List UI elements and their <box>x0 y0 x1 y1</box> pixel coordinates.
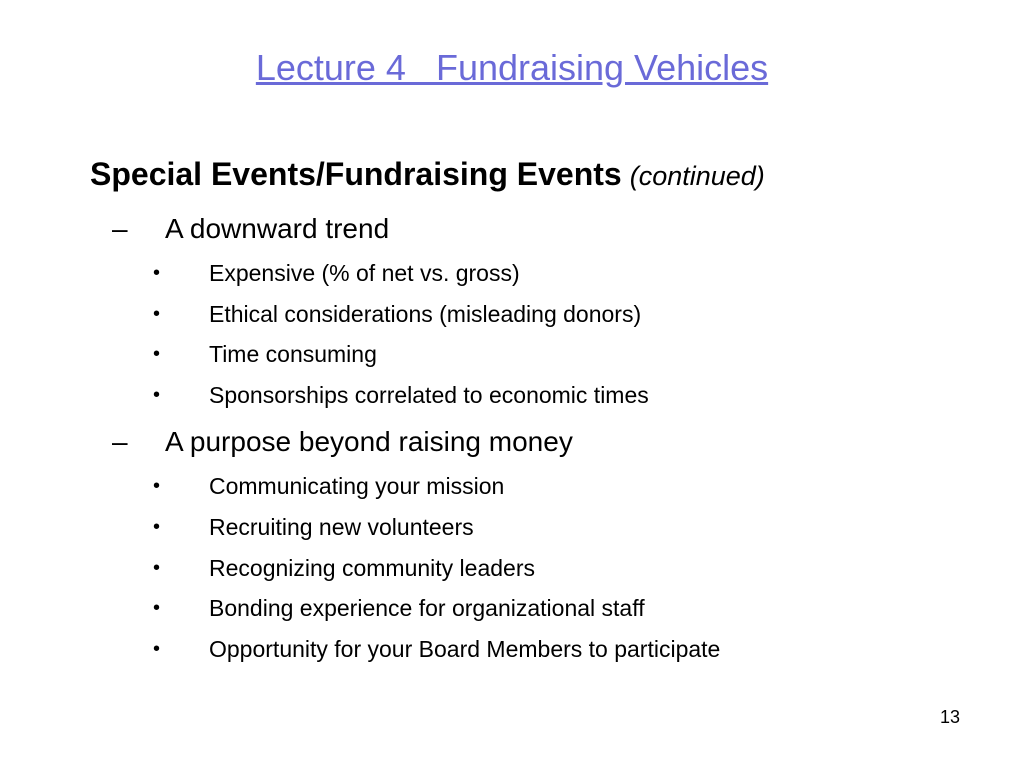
bullet-item <box>0 339 1024 369</box>
subheading-purpose-beyond-money <box>0 422 1024 462</box>
bullet-text: Bonding experience for organizational staff <box>209 595 645 621</box>
bullet-item <box>0 471 1024 501</box>
subheading-label: A downward trend <box>165 213 390 244</box>
bullet-marker: • <box>153 343 161 365</box>
bullet-marker: • <box>153 262 161 284</box>
bullet-marker: • <box>153 557 161 579</box>
heading-qualifier: (continued) <box>629 161 765 191</box>
bullet-text: Sponsorships correlated to economic times <box>209 382 649 408</box>
bullet-text: Opportunity for your Board Members to participate <box>209 636 721 662</box>
heading-text: Special Events/Fundraising Events <box>90 156 622 192</box>
bullet-text: Time consuming <box>209 341 377 367</box>
bullet-text: Expensive (% of net vs. gross) <box>209 260 520 286</box>
bullet-item <box>0 258 1024 288</box>
bullet-item <box>0 299 1024 329</box>
bullet-text: Ethical considerations (misleading donors) <box>209 301 642 327</box>
bullet-text: Recruiting new volunteers <box>209 514 474 540</box>
bullet-marker: • <box>153 516 161 538</box>
section-heading <box>90 154 765 196</box>
bullet-marker: • <box>153 475 161 497</box>
bullet-item <box>0 512 1024 542</box>
subheading-label: A purpose beyond raising money <box>165 426 573 457</box>
bullet-item <box>0 380 1024 410</box>
bullet-text: Communicating your mission <box>209 473 505 499</box>
bullet-item <box>0 634 1024 664</box>
slide-title[interactable]: Lecture 4 Fundraising Vehicles <box>255 47 769 88</box>
dash-marker: – <box>112 213 128 244</box>
bullet-marker: • <box>153 638 161 660</box>
dash-marker: – <box>112 426 128 457</box>
bullet-marker: • <box>153 303 161 325</box>
bullet-marker: • <box>153 597 161 619</box>
bullet-item <box>0 593 1024 623</box>
bullet-text: Recognizing community leaders <box>209 555 535 581</box>
bullet-marker: • <box>153 384 161 406</box>
subheading-downward-trend <box>0 209 1024 249</box>
page-number: 13 <box>939 707 960 727</box>
bullet-item <box>0 553 1024 583</box>
